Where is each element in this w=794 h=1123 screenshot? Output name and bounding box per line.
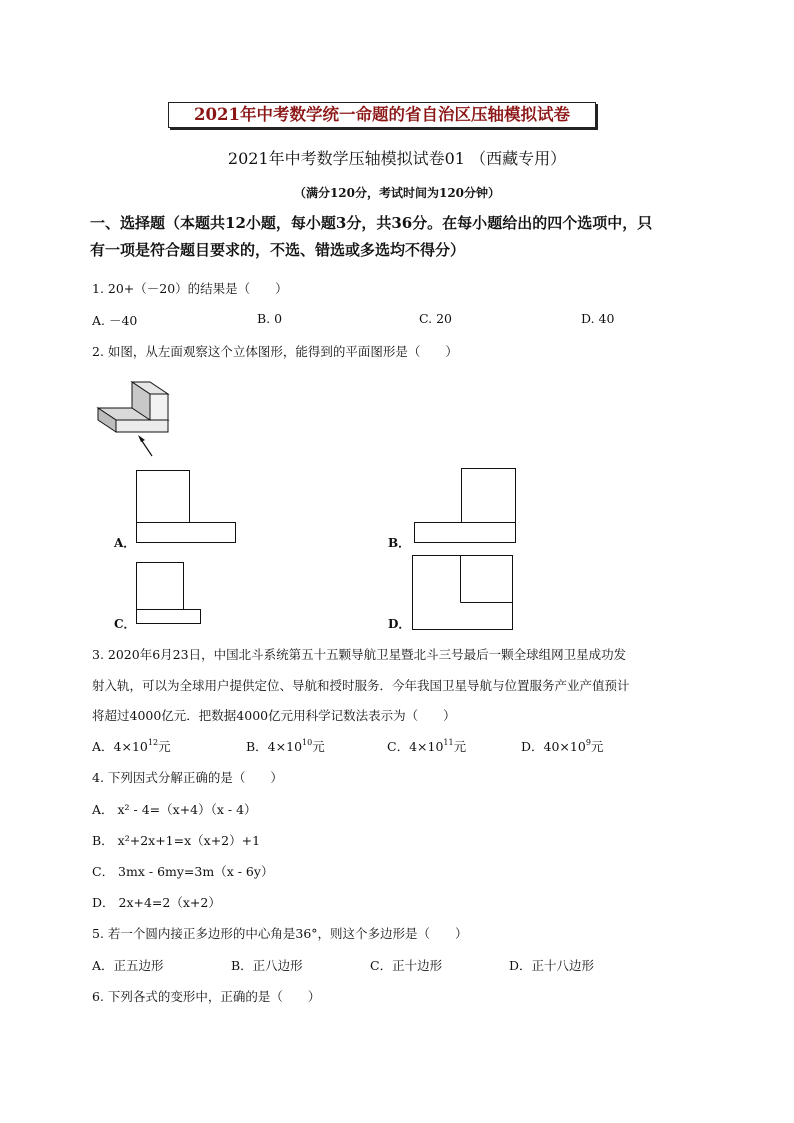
option-a-exponent: 12 bbox=[147, 738, 159, 747]
question-5-option-d: D．正十八边形 bbox=[509, 958, 595, 973]
option-d-exponent: 9 bbox=[585, 738, 591, 747]
question-2-option-d-figure bbox=[412, 555, 516, 633]
option-b-unit: 元 bbox=[312, 739, 325, 754]
question-1-option-b: B. 0 bbox=[257, 311, 283, 326]
option-b-base: B．4×10 bbox=[246, 739, 303, 754]
option-d-base: D．40×10 bbox=[521, 739, 586, 754]
exam-series-banner: 2021年中考数学统一命题的省自治区压轴模拟试卷 bbox=[168, 102, 596, 128]
section-heading bbox=[90, 210, 710, 264]
section-heading-line-1: 一、选择题（本题共12小题，每小题3分，共36分。在每小题给出的四个选项中，只 bbox=[90, 214, 653, 232]
question-2-label-c: C． bbox=[114, 617, 136, 631]
question-4-option-b: B． x²+2x+1=x（x+2）+1 bbox=[92, 833, 261, 848]
question-3-option-b bbox=[246, 737, 325, 755]
question-3-option-a bbox=[92, 737, 171, 755]
exam-subtitle: （满分120分，考试时间为120分钟） bbox=[293, 186, 501, 200]
option-a-unit: 元 bbox=[158, 739, 171, 754]
question-3-line-2: 射入轨，可以为全球用户提供定位、导航和授时服务．今年我国卫星导航与位置服务产业产值预计 bbox=[92, 678, 630, 693]
question-3-option-d bbox=[521, 737, 603, 755]
question-2-stem: 2. 如图，从左面观察这个立体图形，能得到的平面图形是（ ） bbox=[92, 344, 458, 359]
question-4-option-a: A． x² - 4=（x+4）（x - 4） bbox=[92, 802, 257, 817]
section-heading-line-2: 有一项是符合题目要求的，不选、错选或多选均不得分） bbox=[90, 241, 466, 259]
question-3-option-c bbox=[387, 737, 466, 755]
option-c-exponent: 11 bbox=[443, 738, 454, 747]
question-6-stem: 6. 下列各式的变形中，正确的是（ ） bbox=[92, 989, 321, 1004]
option-c-unit: 元 bbox=[453, 739, 467, 754]
question-2-label-a: A． bbox=[114, 536, 136, 550]
question-5-option-c: C．正十边形 bbox=[370, 958, 443, 973]
question-3-line-3: 将超过4000亿元．把数据4000亿元用科学记数法表示为（ ） bbox=[92, 708, 456, 723]
option-c-base: C．4×10 bbox=[387, 739, 444, 754]
question-4-option-c: C． 3mx - 6my=3m（x - 6y） bbox=[92, 864, 274, 879]
option-a-base: A．4×10 bbox=[92, 739, 148, 754]
question-2-option-c-figure bbox=[136, 562, 204, 626]
question-1-option-c: C. 20 bbox=[419, 311, 452, 326]
question-1-option-a: A. －40 bbox=[92, 313, 138, 328]
option-d-unit: 元 bbox=[590, 739, 604, 754]
question-2-label-b: B． bbox=[388, 536, 411, 550]
question-1-option-d: D. 40 bbox=[581, 311, 615, 326]
question-4-stem: 4. 下列因式分解正确的是（ ） bbox=[92, 770, 283, 785]
option-b-exponent: 10 bbox=[302, 738, 313, 747]
question-5-stem: 5. 若一个圆内接正多边形的中心角是36°，则这个多边形是（ ） bbox=[92, 926, 468, 941]
question-3-line-1: 3. 2020年6月23日，中国北斗系统第五十五颗导航卫星暨北斗三号最后一颗全球组网卫星成功发 bbox=[92, 647, 627, 662]
question-2-option-b-figure bbox=[414, 468, 518, 546]
page-title: 2021年中考数学压轴模拟试卷01 （西藏专用） bbox=[227, 149, 567, 168]
question-2-solid-figure bbox=[90, 372, 180, 464]
question-4-option-d: D． 2x+4=2（x+2） bbox=[92, 895, 221, 910]
question-1-stem: 1. 20+（－20）的结果是（ ） bbox=[92, 281, 288, 296]
question-2-label-d: D． bbox=[388, 617, 411, 631]
question-5-option-a: A．正五边形 bbox=[92, 958, 164, 973]
question-5-option-b: B．正八边形 bbox=[231, 958, 303, 973]
question-2-option-a-figure bbox=[136, 470, 238, 546]
